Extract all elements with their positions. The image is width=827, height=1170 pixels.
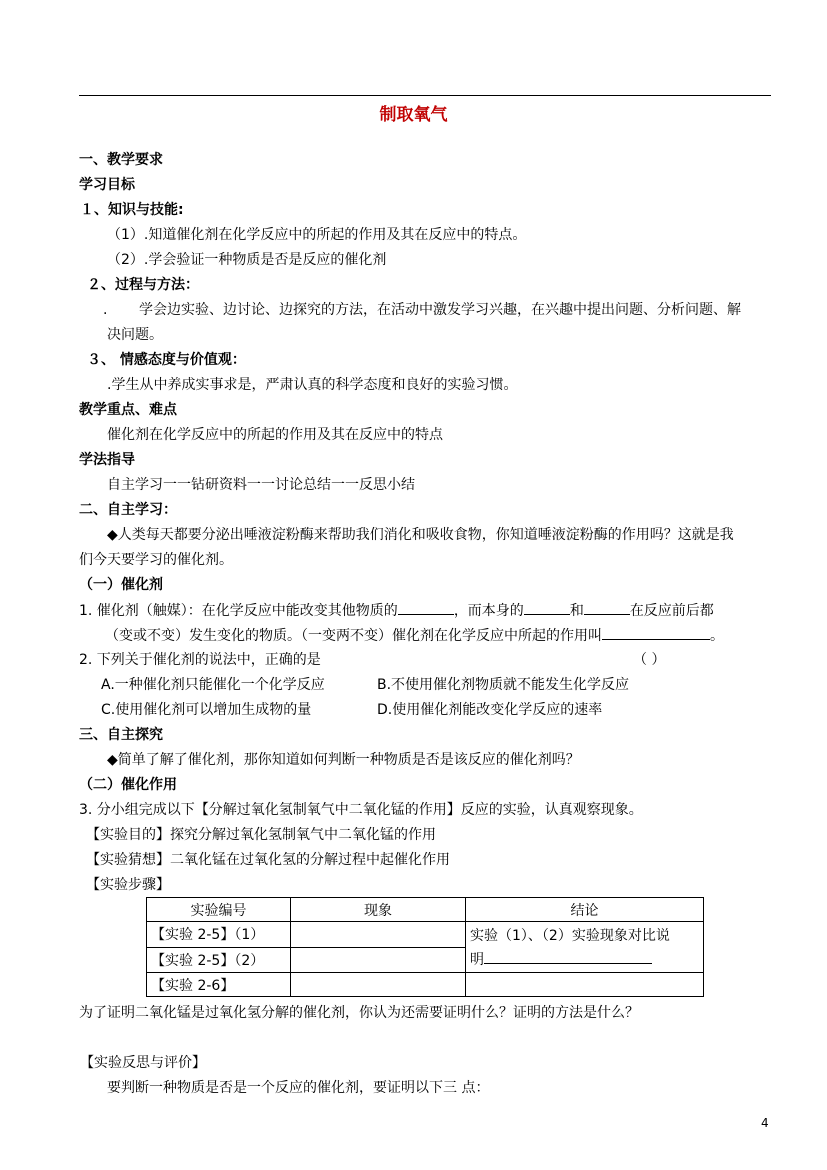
experiment-steps-label: 【实验步骤】	[86, 877, 170, 893]
option-d[interactable]: D.使用催化剂能改变化学反应的速率	[377, 702, 603, 718]
table-header-cell: 结论	[466, 898, 704, 922]
table-header-cell: 实验编号	[147, 898, 291, 922]
conclusion-line-1: 实验（1）、（2）实验现象对比说	[470, 928, 670, 944]
subheading-catalysis: （二）催化作用	[79, 777, 177, 793]
goal-item-2: （2）.学会验证一种物质是否是反应的催化剂	[107, 252, 387, 268]
fill-blank-3[interactable]	[584, 600, 630, 615]
option-a[interactable]: A.一种催化剂只能催化一个化学反应	[101, 677, 325, 693]
process-text-line-1: 学会边实验、边讨论、边探究的方法，在活动中激发学习兴趣，在兴趣中提出问题、分析问题、解	[139, 302, 741, 318]
question-3-text: 3. 分小组完成以下【分解过氧化氢制氧气中二氧化锰的作用】反应的实验，认真观察现象。	[79, 802, 643, 818]
table-cell-observation[interactable]	[291, 922, 466, 948]
question-1-text-d: 在反应前后都	[629, 603, 714, 619]
study-method-text: 自主学习一一钻研资料一一讨论总结一一反思小结	[107, 477, 415, 493]
heading-attitude: ３、 情感态度与价值观：	[87, 352, 246, 368]
page-title: 制取氧气	[379, 105, 448, 125]
conclusion-blank[interactable]	[484, 949, 652, 964]
subheading-catalyst: （一）催化剂	[79, 577, 163, 593]
fill-blank-2[interactable]	[524, 600, 570, 615]
reflection-label: 【实验反思与评价】	[80, 1055, 206, 1071]
intro-text-line-1: ◆人类每天都要分泌出唾液淀粉酶来帮助我们消化和吸收食物，你知道唾液淀粉酶的作用吗？这就是我	[107, 527, 734, 543]
explore-question: ◆简单了解了催化剂，那你知道如何判断一种物质是否是该反应的催化剂吗？	[107, 752, 580, 768]
question-1-text-a: 1. 催化剂（触媒）：在化学反应中能改变其他物质的	[79, 603, 398, 619]
table-cell-experiment-id: 【实验 2-5】（1）	[147, 922, 291, 948]
process-text-line-2: 决问题。	[107, 327, 163, 343]
question-1-text-c: 和	[569, 603, 584, 619]
bullet-dot: .	[103, 302, 108, 318]
option-c[interactable]: C.使用催化剂可以增加生成物的量	[101, 702, 312, 718]
table-cell-observation[interactable]	[291, 973, 466, 997]
question-1-line-1	[79, 600, 714, 621]
question-1-text-b: ，而本身的	[453, 603, 524, 619]
table-cell-conclusion-empty[interactable]	[466, 973, 704, 997]
question-1-line-2	[105, 625, 724, 646]
key-points-text: 催化剂在化学反应中的所起的作用及其在反应中的特点	[107, 427, 443, 443]
heading-learning-goals: 学习目标	[79, 177, 135, 193]
question-2-stem: 2. 下列关于催化剂的说法中，正确的是	[79, 652, 321, 668]
prove-question: 为了证明二氧化锰是过氧化氢分解的催化剂，你认为还需要证明什么？证明的方法是什么？	[79, 1005, 639, 1021]
experiment-purpose: 【实验目的】探究分解过氧化氢制氧气中二氧化锰的作用	[86, 827, 436, 843]
table-header-row	[147, 898, 704, 922]
table-cell-conclusion	[466, 922, 704, 973]
experiment-table	[146, 897, 704, 997]
header-rule	[79, 95, 771, 96]
intro-text-line-2: 们今天要学习的催化剂。	[79, 552, 233, 568]
section-heading-1: 一、教学要求	[79, 152, 163, 168]
table-cell-observation[interactable]	[291, 947, 466, 973]
reflection-text: 要判断一种物质是否是一个反应的催化剂，要证明以下三 点：	[107, 1080, 490, 1096]
table-header-cell: 现象	[291, 898, 466, 922]
question-1-text-e: （变或不变）发生变化的物质。（一变两不变）催化剂在化学反应中所起的作用叫	[105, 628, 602, 644]
heading-key-points: 教学重点、难点	[79, 402, 177, 418]
heading-knowledge-skills: １、知识与技能:	[80, 202, 184, 218]
page-number: 4	[761, 1116, 769, 1130]
goal-item-1: （1）.知道催化剂在化学反应中的所起的作用及其在反应中的特点。	[107, 227, 527, 243]
answer-bracket[interactable]: （ ）	[633, 652, 666, 668]
heading-process-method: ２、过程与方法：	[87, 277, 199, 293]
section-heading-3: 三、自主探究	[79, 727, 163, 743]
heading-study-method: 学法指导	[79, 452, 135, 468]
table-row	[147, 973, 704, 997]
fill-blank-4[interactable]	[602, 625, 710, 640]
fill-blank-1[interactable]	[398, 600, 454, 615]
attitude-text: .学生从中养成实事求是，严肃认真的科学态度和良好的实验习惯。	[107, 377, 518, 393]
conclusion-line-2	[470, 948, 699, 972]
question-1-text-f: 。	[710, 628, 724, 644]
table-cell-experiment-id: 【实验 2-5】（2）	[147, 947, 291, 973]
table-row	[147, 922, 704, 948]
section-heading-2: 二、自主学习：	[79, 502, 177, 518]
conclusion-text: 明	[470, 952, 484, 968]
option-b[interactable]: B.不使用催化剂物质就不能发生化学反应	[377, 677, 630, 693]
experiment-hypothesis: 【实验猜想】二氧化锰在过氧化氢的分解过程中起催化作用	[86, 852, 450, 868]
table-cell-experiment-id: 【实验 2-6】	[147, 973, 291, 997]
